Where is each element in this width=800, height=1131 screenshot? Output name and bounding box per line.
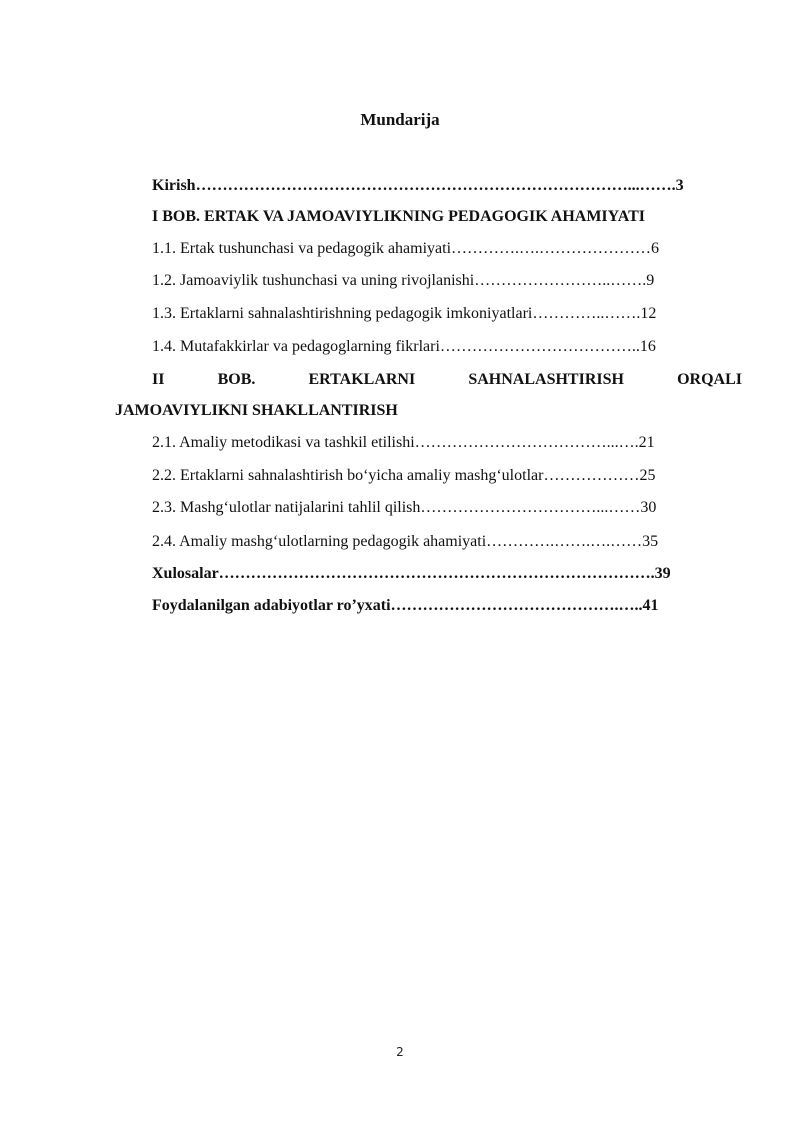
toc-entry-kirish[interactable]: Kirish………………………………………………………………………...…….3 — [152, 177, 684, 194]
toc-entry-chapter-2[interactable] — [152, 369, 742, 391]
toc-entry-foydalanilgan-adabiyotlar[interactable]: Foydalanilgan adabiyotlar ro’yxati…………………………………….…..41 — [152, 597, 659, 614]
page-number: 2 — [396, 1045, 404, 1059]
toc-entry-1-2[interactable]: 1.2. Jamoaviylik tushunchasi va uning rivojlanishi……………………..…….9 — [152, 272, 655, 289]
toc-entry-1-4[interactable]: 1.4. Mutafakkirlar va pedagoglarning fikrlari………………………………..16 — [152, 338, 656, 355]
toc-entry-xulosalar[interactable]: Xulosalar……………………………………………………………………….39 — [152, 565, 671, 582]
toc-entry-chapter-1[interactable]: I BOB. ERTAK VA JAMOAVIYLIKNING PEDAGOGIK AHAMIYATI — [152, 208, 646, 225]
toc-entry-1-1[interactable]: 1.1. Ertak tushunchasi va pedagogik ahamiyati………….….…………………6 — [152, 240, 660, 257]
chapter-2-word: BOB. — [217, 371, 256, 388]
toc-title: Mundarija — [360, 110, 440, 129]
toc-entry-2-2[interactable]: 2.2. Ertaklarni sahnalashtirish bo‘yicha amaliy mashg‘ulotlar………………25 — [152, 467, 656, 484]
chapter-2-word: ORQALI — [677, 371, 742, 388]
toc-entry-2-3[interactable]: 2.3. Mashg‘ulotlar natijalarini tahlil qilish……………………………...……30 — [152, 499, 657, 516]
toc-entry-2-1[interactable]: 2.1. Amaliy metodikasi va tashkil etilishi………………………………...….21 — [152, 434, 655, 451]
toc-entry-2-4[interactable]: 2.4. Amaliy mashg‘ulotlarning pedagogik ahamiyati………….…….….……35 — [152, 533, 659, 550]
toc-entry-1-3[interactable]: 1.3. Ertaklarni sahnalashtirishning pedagogik imkoniyatlari…………..…….12 — [152, 305, 657, 322]
chapter-2-word: II — [152, 371, 165, 388]
chapter-2-word: SAHNALASHTIRISH — [468, 371, 624, 388]
chapter-2-word: ERTAKLARNI — [308, 371, 416, 388]
toc-entry-chapter-2-continued[interactable]: JAMOAVIYLIKNI SHAKLLANTIRISH — [115, 402, 398, 419]
